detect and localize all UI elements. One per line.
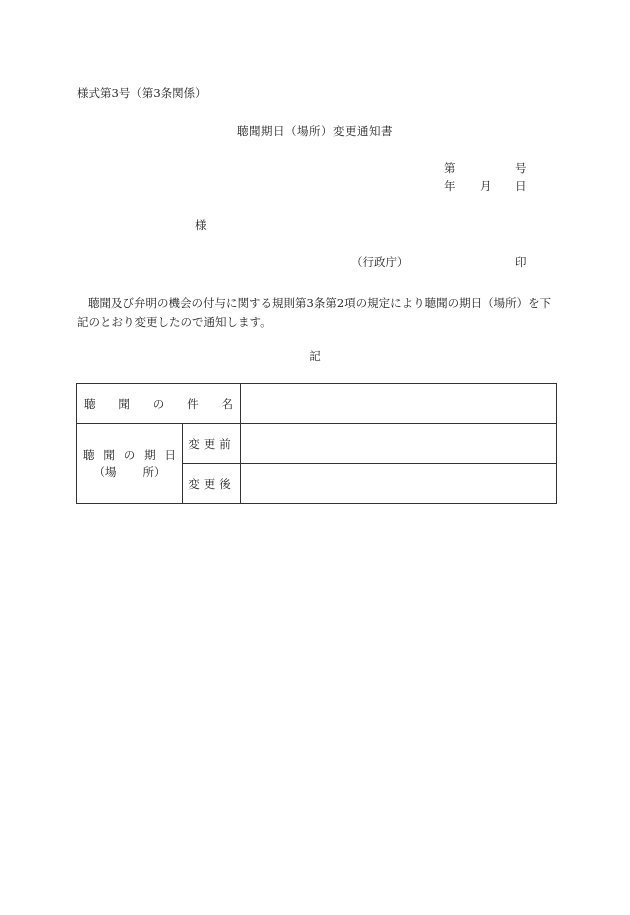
date-year: 年 — [444, 179, 456, 193]
case-name-char: の — [152, 396, 165, 411]
period-place-label — [77, 424, 183, 504]
form-label: 様式第3号（第3条関係） — [77, 86, 207, 100]
before-change-label: 変更前 — [183, 424, 241, 464]
document-title: 聴聞期日（場所）変更通知書 — [237, 124, 393, 138]
period-label-char: の — [123, 448, 136, 462]
date-month: 月 — [480, 179, 492, 193]
number-prefix: 第 — [444, 161, 456, 175]
period-label-char: 聞 — [103, 448, 115, 462]
addressee-honorific: 様 — [195, 218, 207, 232]
date-day: 日 — [515, 179, 527, 193]
agency-label: （行政庁） — [351, 255, 409, 269]
case-name-label — [77, 384, 241, 424]
case-name-char: 名 — [221, 396, 233, 411]
case-name-char: 聴 — [84, 396, 96, 411]
place-label-close: 所） — [142, 465, 166, 479]
case-name-row — [77, 384, 557, 424]
period-label-char: 期 — [144, 448, 156, 462]
before-change-row — [77, 424, 557, 464]
case-name-char: 件 — [187, 396, 199, 411]
body-text: 聴聞及び弁明の機会の付与に関する規則第3条第2項の規定により聴聞の期日（場所）を下記のとおり変更したので通知します。 — [77, 296, 552, 329]
notice-table — [76, 383, 557, 504]
ki-heading: 記 — [309, 349, 321, 363]
place-label-open: （場 — [93, 465, 117, 479]
after-change-value — [241, 464, 557, 504]
case-name-value — [241, 384, 557, 424]
period-label-char: 聴 — [83, 448, 95, 462]
number-suffix: 号 — [515, 161, 527, 175]
period-label-char: 日 — [164, 448, 176, 462]
before-change-value — [241, 424, 557, 464]
after-change-label: 変更後 — [183, 464, 241, 504]
case-name-char: 聞 — [118, 396, 130, 411]
seal-mark: 印 — [515, 255, 527, 269]
